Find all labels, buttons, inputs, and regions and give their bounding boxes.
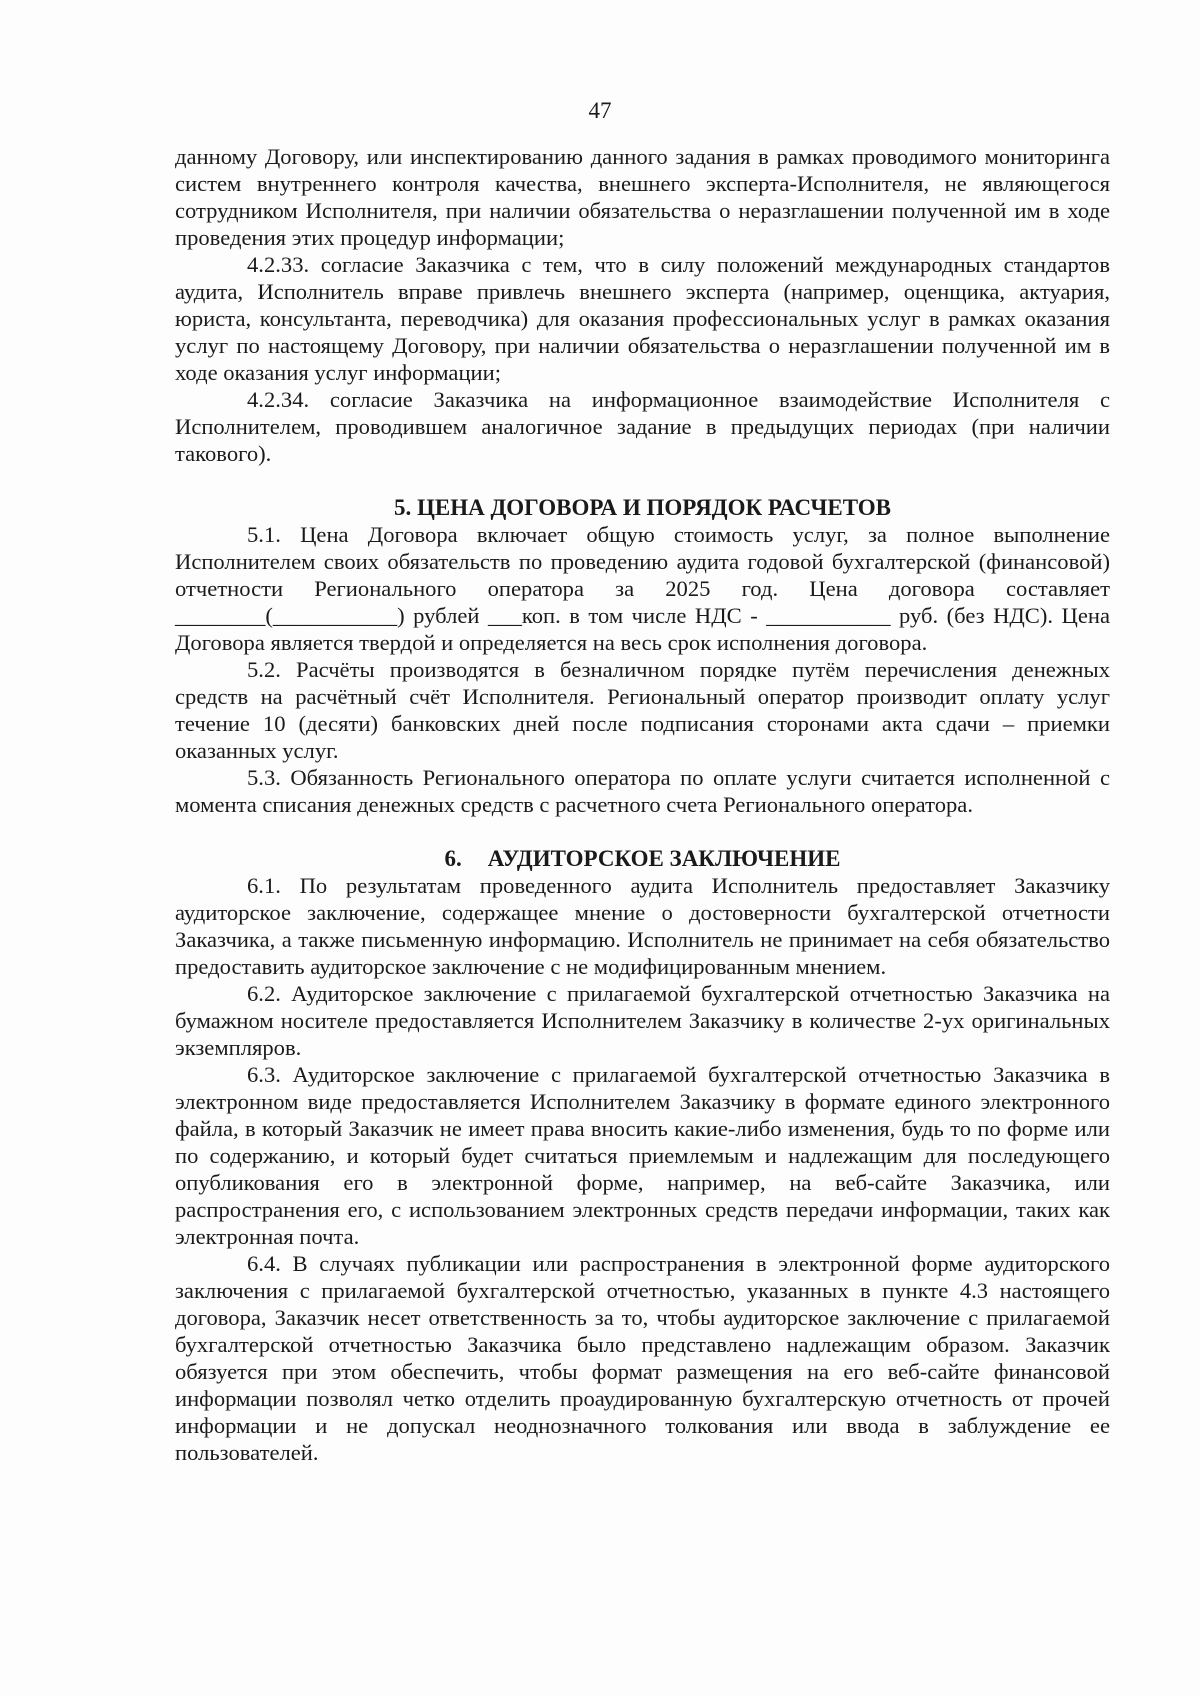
clause-5-1-text: 5.1. Цена Договора включает общую стоимость услуг, за полное выполнение Исполнителем своих обязательств по проведению аудита годовой бухгалтерской (финансовой) отчетности Регионального оператора за 2025 год. Цена договора составляет xyxy=(175,522,1110,601)
document-body xyxy=(175,143,1110,1466)
clause-6-3: 6.3. Аудиторское заключение с прилагаемой бухгалтерской отчетностью Заказчика в электронном виде предоставляется Исполнителем Заказчику в формате единого электронного файла, в который Заказчик не имеет права вносить какие-либо изменения, будь то по форме или по содержанию, и который будет считаться приемлемым и надлежащим для последующего опубликования его в электронной форме, например, на веб-сайте Заказчика, или распространения его, с использованием электронных средств передачи информации, таких как электронная почта. xyxy=(175,1062,1110,1249)
clause-5-1 xyxy=(175,521,1110,656)
price-without-vat-label: руб. (без НДС). xyxy=(899,603,1054,628)
clause-5-2: 5.2. Расчёты производятся в безналичном порядке путём перечисления денежных средств на расчётный счёт Исполнителя. Региональный оператор производит оплату услуг течение 10 (десяти) банковских дней после подписания сторонами акта сдачи – приемки оказанных услуг. xyxy=(175,657,1110,763)
intro-paragraph: данному Договору, или инспектированию данного задания в рамках проводимого мониторинга систем внутреннего контроля качества, внешнего эксперта-Исполнителя, не являющегося сотрудником Исполнителя, при наличии обязательства о неразглашении полученной им в ходе проведения этих процедур информации; xyxy=(175,144,1110,250)
price-rubles-label: ) рублей xyxy=(397,603,480,628)
vat-blank: ___________ xyxy=(766,603,891,628)
section-5-heading: 5. ЦЕНА ДОГОВОРА И ПОРЯДОК РАСЧЕТОВ xyxy=(393,495,891,520)
clause-6-1: 6.1. По результатам проведенного аудита Исполнитель предоставляет Заказчику аудиторское заключение, содержащее мнение о достоверности бухгалтерской отчетности Заказчика, а также письменную информацию. Исполнитель не принимает на себя обязательство предоставить аудиторское заключение с не модифицированным мнением. xyxy=(175,873,1110,979)
kopeck-blank: ___ xyxy=(488,603,522,628)
price-blank: ________(___________ xyxy=(175,603,398,628)
page-number: 47 xyxy=(588,98,612,123)
section-6-heading xyxy=(175,845,1110,872)
section-6-number: 6. xyxy=(444,846,462,871)
clause-5-3: 5.3. Обязанность Регионального оператора по оплате услуги считается исполненной с момента списания денежных средств с расчетного счета Регионального оператора. xyxy=(175,765,1110,817)
clause-5-1-end: Цена Договора является твердой и определяется на весь срок исполнения договора. xyxy=(175,603,1111,655)
clause-4-2-33: 4.2.33. согласие Заказчика с тем, что в силу положений международных стандартов аудита, Исполнитель вправе привлечь внешнего эксперта (например, оценщика, актуария, юриста, консультанта, переводчика) для оказания профессиональных услуг в рамках оказания услуг по настоящему Договору, при наличии обязательства о неразглашении полученной им в ходе оказания услуг информации; xyxy=(175,252,1110,385)
clause-6-2: 6.2. Аудиторское заключение с прилагаемой бухгалтерской отчетностью Заказчика на бумажном носителе предоставляется Исполнителем Заказчику в количестве 2-ух оригинальных экземпляров. xyxy=(175,981,1110,1060)
clause-4-2-34: 4.2.34. согласие Заказчика на информационное взаимодействие Исполнителя с Исполнителем, проводившем аналогичное задание в предыдущих периодах (при наличии такового). xyxy=(175,387,1110,466)
section-6-title: АУДИТОРСКОЕ ЗАКЛЮЧЕНИЕ xyxy=(487,846,841,871)
price-kopecks-label: коп. в том числе НДС - xyxy=(521,603,758,628)
clause-6-4: 6.4. В случаях публикации или распространения в электронной форме аудиторского заключения с прилагаемой бухгалтерской отчетностью, указанных в пункте 4.3 настоящего договора, Заказчик несет ответственность за то, чтобы аудиторское заключение с прилагаемой бухгалтерской отчетностью Заказчика было представлено надлежащим образом. Заказчик обязуется при этом обеспечить, чтобы формат размещения на его веб-сайте финансовой информации позволял четко отделить проаудированную бухгалтерскую отчетность от прочей информации и не допускал неоднозначного толкования или ввода в заблуждение ее пользователей. xyxy=(175,1251,1110,1465)
